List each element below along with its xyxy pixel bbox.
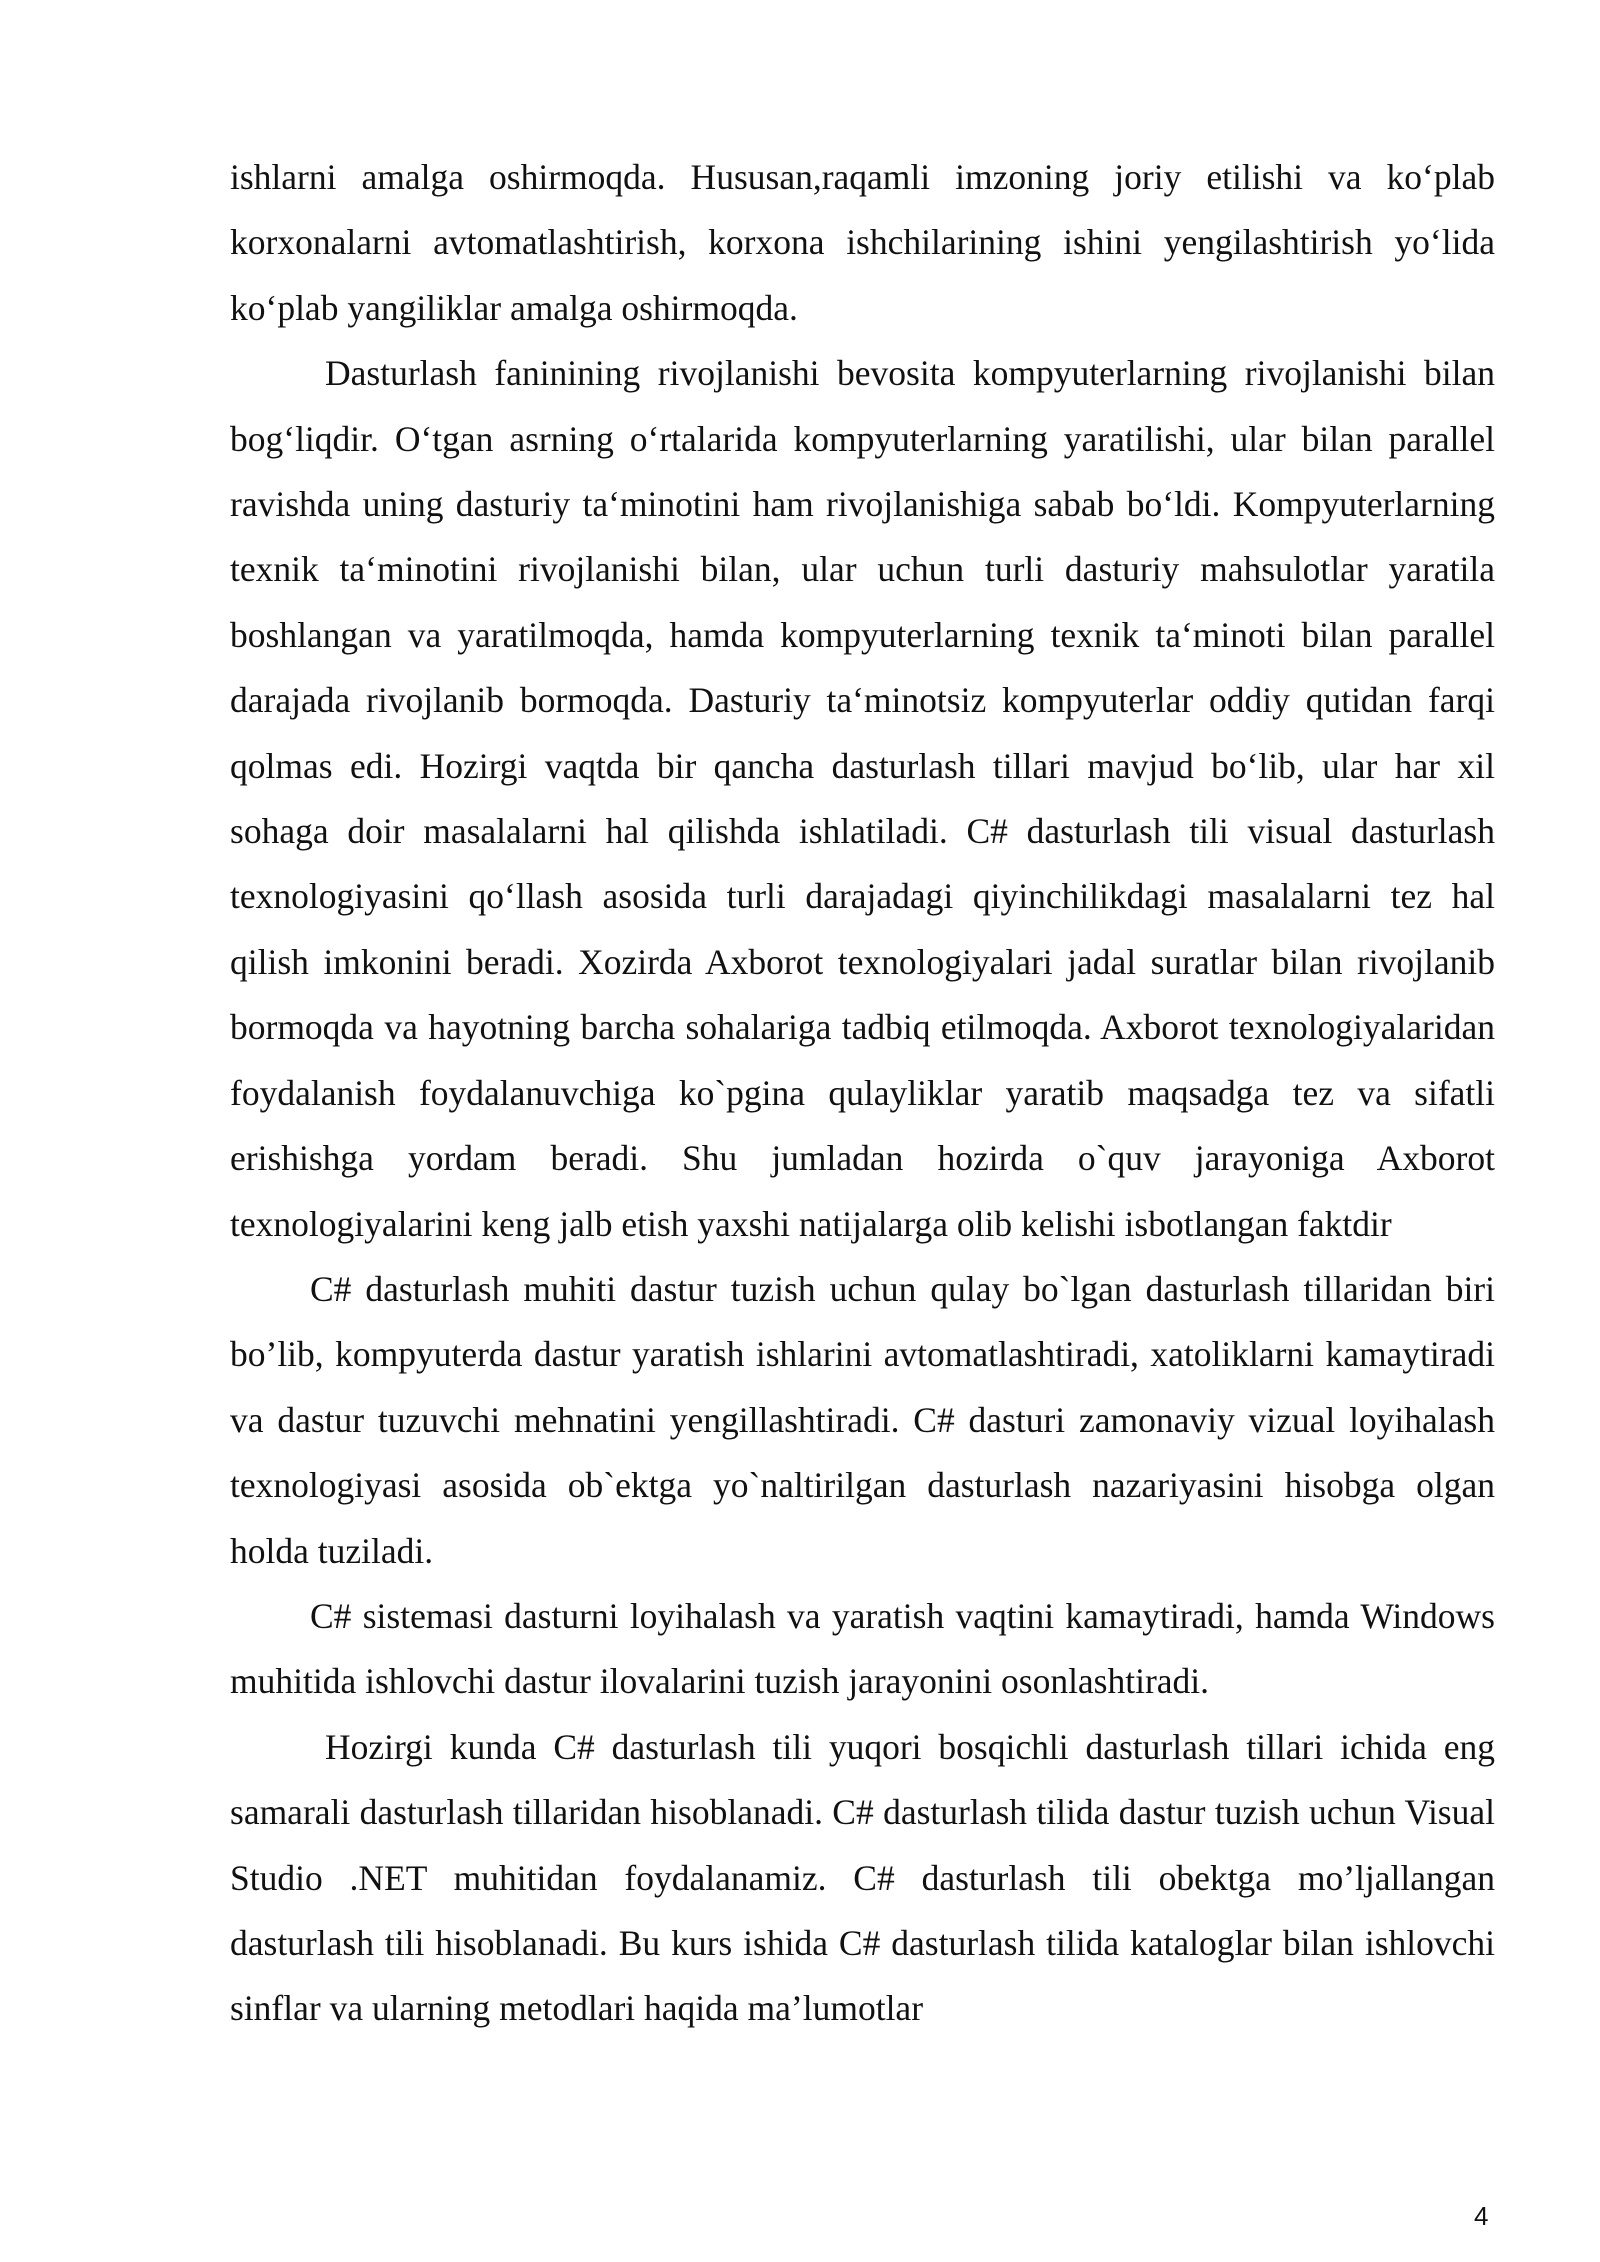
paragraph-5: Hozirgi kunda C# dasturlash tili yuqori bosqichli dasturlash tillari ichida eng samarali dasturlash tillaridan hisoblanadi. C# dasturlash tilida dastur tuzish uchun Visual Studio .NET muhitidan foydalanamiz. C# dasturlash tili obektga mo’ljallangan dasturlash tili hisoblanadi. Bu kurs ishida C# dasturlash tilida kataloglar bilan ishlovchi sinflar va ularning metodlari haqida ma’lumotlar <box>230 1726 1495 2029</box>
paragraph-3: C# dasturlash muhiti dastur tuzish uchun qulay bo`lgan dasturlash tillaridan biri bo’lib, kompyuterda dastur yaratish ishlarini avtomatlashtiradi, xatoliklarni kamaytiradi va dastur tuzuvchi mehnatini yengillashtiradi. C# dasturi zamonaviy vizual loyihalash texnologiyasi asosida ob`ektga yo`naltirilgan dasturlash nazariyasini hisobga olgan holda tuziladi. <box>230 1268 1495 1571</box>
paragraph-4: C# sistemasi dasturni loyihalash va yaratish vaqtini kamaytiradi, hamda Windows muhitida ishlovchi dastur ilovalarini tuzish jarayonini osonlashtiradi. <box>230 1595 1495 1702</box>
paragraph-2: Dasturlash faninining rivojlanishi bevosita kompyuterlarning rivojlanishi bilan bog‘liqdir. O‘tgan asrning o‘rtalarida kompyuterlarning yaratilishi, ular bilan parallel ravishda uning dasturiy ta‘minotini ham rivojlanishiga sabab bo‘ldi. Kompyuterlarning texnik ta‘minotini rivojlanishi bilan, ular uchun turli dasturiy mahsulotlar yaratila boshlangan va yaratilmoqda, hamda kompyuterlarning texnik ta‘minoti bilan parallel darajada rivojlanib bormoqda. Dasturiy ta‘minotsiz kompyuterlar oddiy qutidan farqi qolmas edi. Hozirgi vaqtda bir qancha dasturlash tillari mavjud bo‘lib, ular har xil sohaga doir masalalarni hal qilishda ishlatiladi. C# dasturlash tili visual dasturlash texnologiyasini qo‘llash asosida turli darajadagi qiyinchilikdagi masalalarni tez hal qilish imkonini beradi. Xozirda Axborot texnologiyalari jadal suratlar bilan rivojlanib bormoqda va hayotning barcha sohalariga tadbiq etilmoqda. Axborot texnologiyalaridan foydalanish foydalanuvchiga ko`pgina qulayliklar yaratib maqsadga tez va sifatli erishishga yordam beradi. Shu jumladan hozirda o`quv jarayoniga Axborot texnologiyalarini keng jalb etish yaxshi natijalarga olib kelishi isbotlangan faktdir <box>230 353 1495 1244</box>
page-number: 4 <box>1474 2201 1489 2231</box>
paragraph-1: ishlarni amalga oshirmoqda. Hususan,raqamli imzoning joriy etilishi va ko‘plab korxonalarni avtomatlashtirish, korxona ishchilarining ishini yengilashtirish yo‘lida ko‘plab yangiliklar amalga oshirmoqda. <box>230 157 1495 328</box>
document-body <box>230 145 1495 2042</box>
